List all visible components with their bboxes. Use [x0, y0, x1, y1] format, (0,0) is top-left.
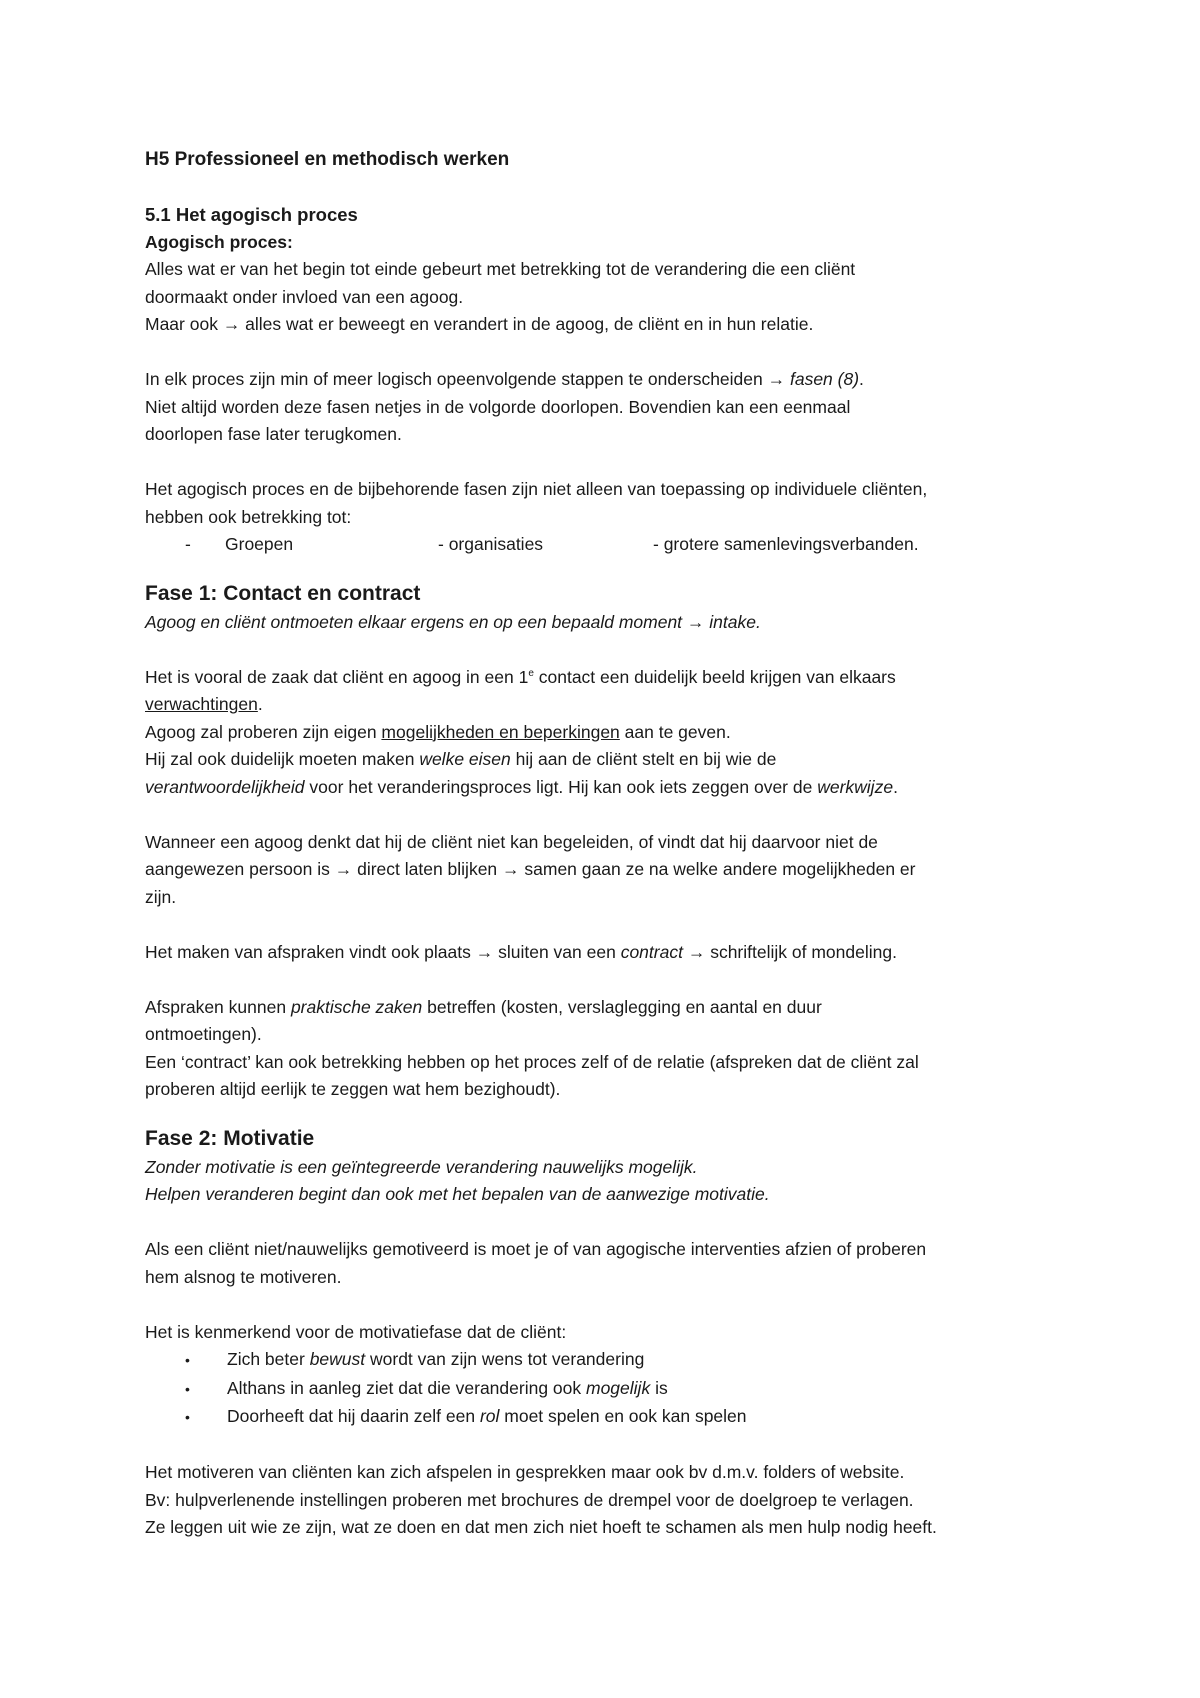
fase1-heading: Fase 1: Contact en contract [145, 581, 421, 605]
definition-label: Agogisch proces: [145, 231, 293, 252]
fase1-paragraph: ontmoetingen). [145, 1024, 262, 1044]
list-item: • Zich beter bewust wordt van zijn wens tot verandering [145, 1346, 1095, 1375]
proces-line: doorlopen fase later terugkomen. [145, 424, 402, 444]
toepassing-line: Het agogisch proces en de bijbehorende fasen zijn niet alleen van toepassing op individuele cliënten, [145, 479, 928, 499]
bullet-icon: • [185, 1352, 190, 1368]
bullet-icon: • [185, 1409, 190, 1425]
dash-item: - grotere samenlevingsverbanden. [653, 534, 919, 554]
arrow-icon: → [222, 314, 241, 334]
dash-item: Groepen [225, 534, 294, 554]
arrow-icon: → [475, 941, 494, 962]
document-body [145, 146, 1095, 1542]
maar-ook-line: Maar ook → alles wat er beweegt en verandert in de agoog, de cliënt en in hun relatie. [145, 314, 814, 334]
bullet-icon: • [185, 1380, 190, 1397]
dash-item: - organisaties [438, 534, 544, 554]
fase1-paragraph: Een ‘contract’ kan ook betrekking hebben op het proces zelf of de relatie (afspreken dat de cliënt zal [145, 1051, 919, 1072]
section-heading: 5.1 Het agogisch proces [145, 204, 358, 225]
fase1-paragraph: verantwoordelijkheid voor het veranderingsproces ligt. Hij kan ook iets zeggen over de werkwijze. [145, 776, 898, 797]
proces-line: Niet altijd worden deze fasen netjes in de volgorde doorlopen. Bovendien kan een eenmaal [145, 396, 851, 417]
definition-line: doormaakt onder invloed van een agoog. [145, 286, 464, 307]
fase1-intro: Agoog en cliënt ontmoeten elkaar ergens en op een bepaald moment → intake. [145, 611, 761, 632]
arrow-icon: → [767, 369, 786, 389]
fase1-paragraph: Agoog zal proberen zijn eigen mogelijkheden en beperkingen aan te geven. [145, 721, 731, 742]
arrow-icon: → [687, 941, 706, 962]
arrow-icon: → [334, 859, 353, 879]
fase1-paragraph: verwachtingen. [145, 694, 263, 714]
fase1-paragraph: proberen altijd eerlijk te zeggen wat hem bezighoudt). [145, 1079, 561, 1099]
fase2-paragraph: Het is kenmerkend voor de motivatiefase dat de cliënt: [145, 1321, 567, 1342]
fase1-paragraph: Het is vooral de zaak dat cliënt en agoog in een 1e contact een duidelijk beeld krijgen van elkaars [145, 666, 896, 687]
list-item: • Doorheeft dat hij daarin zelf een rol moet spelen en ook kan spelen [145, 1403, 1095, 1432]
fase2-paragraph: hem alsnog te motiveren. [145, 1266, 342, 1287]
bullet-list [145, 1346, 1095, 1432]
arrow-icon: → [502, 859, 520, 879]
dash-list [145, 531, 1095, 559]
fase1-paragraph: Hij zal ook duidelijk moeten maken welke eisen hij aan de cliënt stelt en bij wie de [145, 749, 777, 769]
fase1-paragraph: aangewezen persoon is → direct laten blijken → samen gaan ze na welke andere mogelijkheden er [145, 859, 916, 879]
list-item: • Althans in aanleg ziet dat die verandering ook mogelijk is [145, 1375, 1095, 1404]
toepassing-line: hebben ook betrekking tot: [145, 506, 352, 527]
fase2-paragraph: Als een cliënt niet/nauwelijks gemotiveerd is moet je of van agogische interventies afzien of proberen [145, 1239, 927, 1259]
proces-line: In elk proces zijn min of meer logisch opeenvolgende stappen te onderscheiden → fasen (8). [145, 369, 864, 389]
dash-marker: - [185, 534, 191, 554]
fase2-paragraph: Het motiveren van cliënten kan zich afspelen in gesprekken maar ook bv d.m.v. folders of website. [145, 1462, 905, 1482]
fase2-heading: Fase 2: Motivatie [145, 1126, 315, 1150]
fase2-intro: Helpen veranderen begint dan ook met het bepalen van de aanwezige motivatie. [145, 1184, 770, 1204]
fase1-paragraph: zijn. [145, 886, 177, 907]
fase2-paragraph: Bv: hulpverlenende instellingen proberen met brochures de drempel voor de doelgroep te verlagen. [145, 1489, 914, 1510]
arrow-icon: → [686, 611, 705, 632]
document-title: H5 Professioneel en methodisch werken [145, 149, 510, 170]
fase1-paragraph: Afspraken kunnen praktische zaken betreffen (kosten, verslaglegging en aantal en duur [145, 996, 822, 1017]
fase2-intro: Zonder motivatie is een geïntegreerde verandering nauwelijks mogelijk. [145, 1156, 698, 1177]
fase1-paragraph: Wanneer een agoog denkt dat hij de cliënt niet kan begeleiden, of vindt dat hij daarvoor niet de [145, 831, 878, 852]
definition-line: Alles wat er van het begin tot einde gebeurt met betrekking tot de verandering die een cliënt [145, 259, 856, 279]
fase1-paragraph: Het maken van afspraken vindt ook plaats → sluiten van een contract → schriftelijk of mondeling. [145, 941, 897, 962]
fase2-paragraph: Ze leggen uit wie ze zijn, wat ze doen en dat men zich niet hoeft te schamen als men hulp nodig heeft. [145, 1517, 937, 1537]
